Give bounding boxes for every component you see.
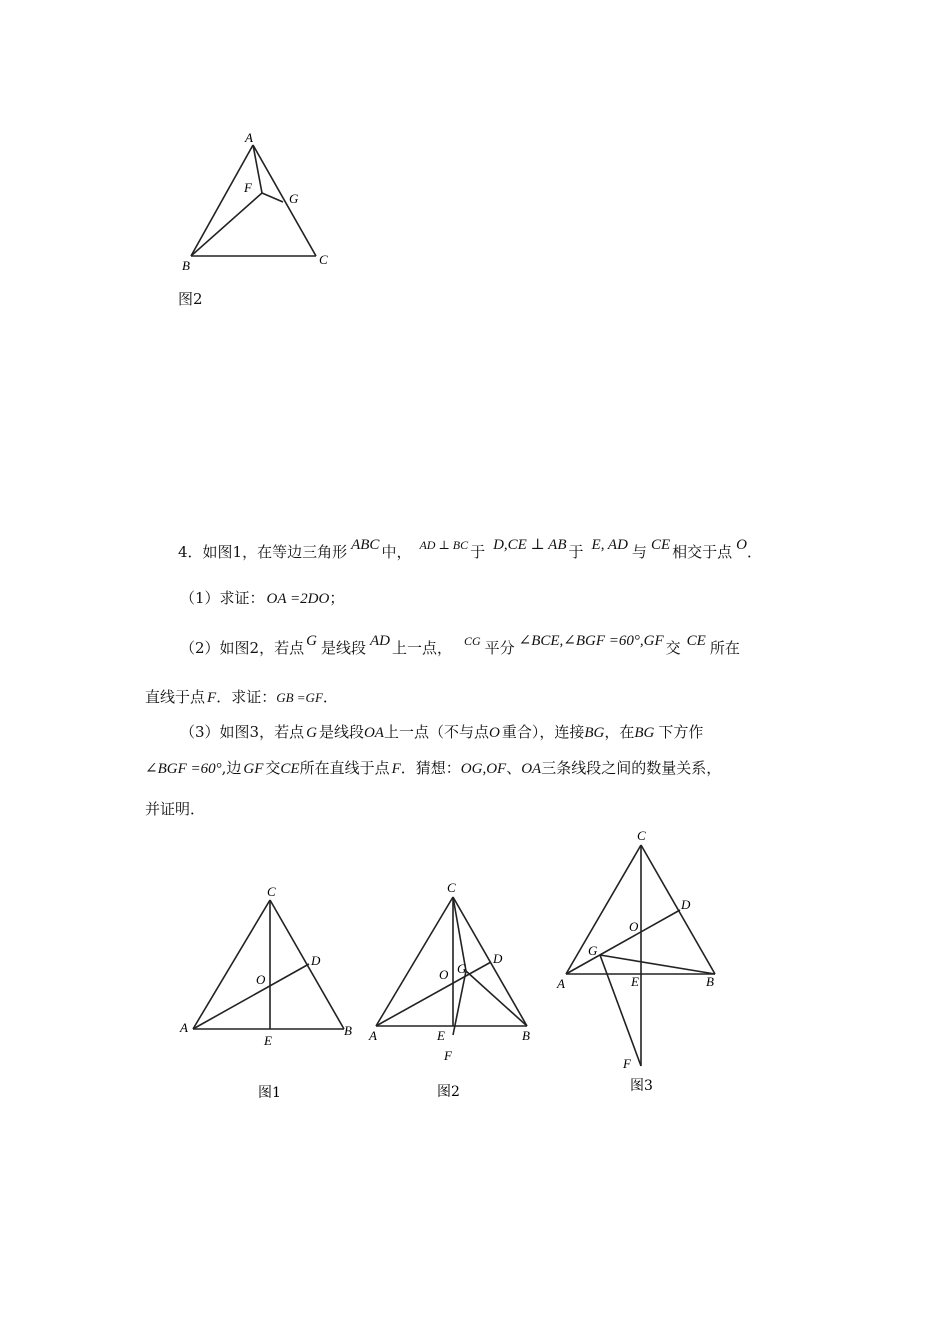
fig3-label-D: D [681,897,691,912]
fig3-caption: 图3 [630,1078,653,1094]
fig1-label-A: A [180,1020,188,1035]
fig3-label-F: F [623,1056,631,1071]
part3-line2: ∠BGF =60°,边 GF 交CE所在直线于点 F．猜想：OG,OF、OA三条线段之间的数量关系， [145,759,722,777]
fig3-label-A: A [557,976,565,991]
fig1-label-B: B [344,1023,352,1038]
top-figure-caption: 图2 [178,290,203,308]
fig3-label-B: B [706,974,714,989]
label-B: B [182,258,190,273]
label-A: A [245,130,253,145]
fig1-caption: 图1 [258,1085,281,1101]
fig1-label-O: O [256,972,266,987]
fig3-label-G: G [588,943,598,958]
label-C: C [319,252,328,267]
problem-intro: 4．如图1，在等边三角形 ABC 中， $^{AD \perp BC}$ 于 D,CE ⊥ AB 于 E, AD 与 CE 相交于点 O． [178,537,762,561]
label-F: F [244,180,252,195]
part1: （1）求证： OA =2DO； [180,589,345,607]
part3-line1: （3）如图3，若点 G 是线段OA上一点（不与点O 重合），连接BG，在BG 下方作 [180,723,704,741]
top-figure [170,125,350,315]
part2-line2: 直线于点 F．求证：GB =GF． [145,688,338,706]
fig2-label-B: B [522,1028,530,1043]
fig3-label-E: E [631,974,639,989]
figure-1 [170,880,370,1110]
problem-number: 4． [178,543,203,561]
figure-3 [550,825,750,1105]
part2-line1: （2）如图2，若点 G 是线段 AD 上一点， $^{CG}$ 平分 ∠BCE,∠BGF =60°,GF 交 CE 所在 [180,633,740,657]
fig2-label-E: E [437,1028,445,1043]
fig2-label-A: A [369,1028,377,1043]
figure-2 [360,870,560,1110]
label-G: G [289,191,299,206]
fig2-caption: 图2 [437,1084,460,1100]
fig3-label-O: O [629,919,639,934]
fig1-label-C: C [267,884,276,899]
fig2-label-O: O [439,967,449,982]
part3-line3: 并证明． [145,800,206,818]
fig2-label-G: G [457,961,467,976]
fig1-label-E: E [264,1033,272,1048]
fig2-label-F: F [444,1048,452,1063]
fig1-label-D: D [311,953,321,968]
fig3-label-C: C [637,828,646,843]
fig2-label-D: D [493,951,503,966]
fig2-label-C: C [447,880,456,895]
